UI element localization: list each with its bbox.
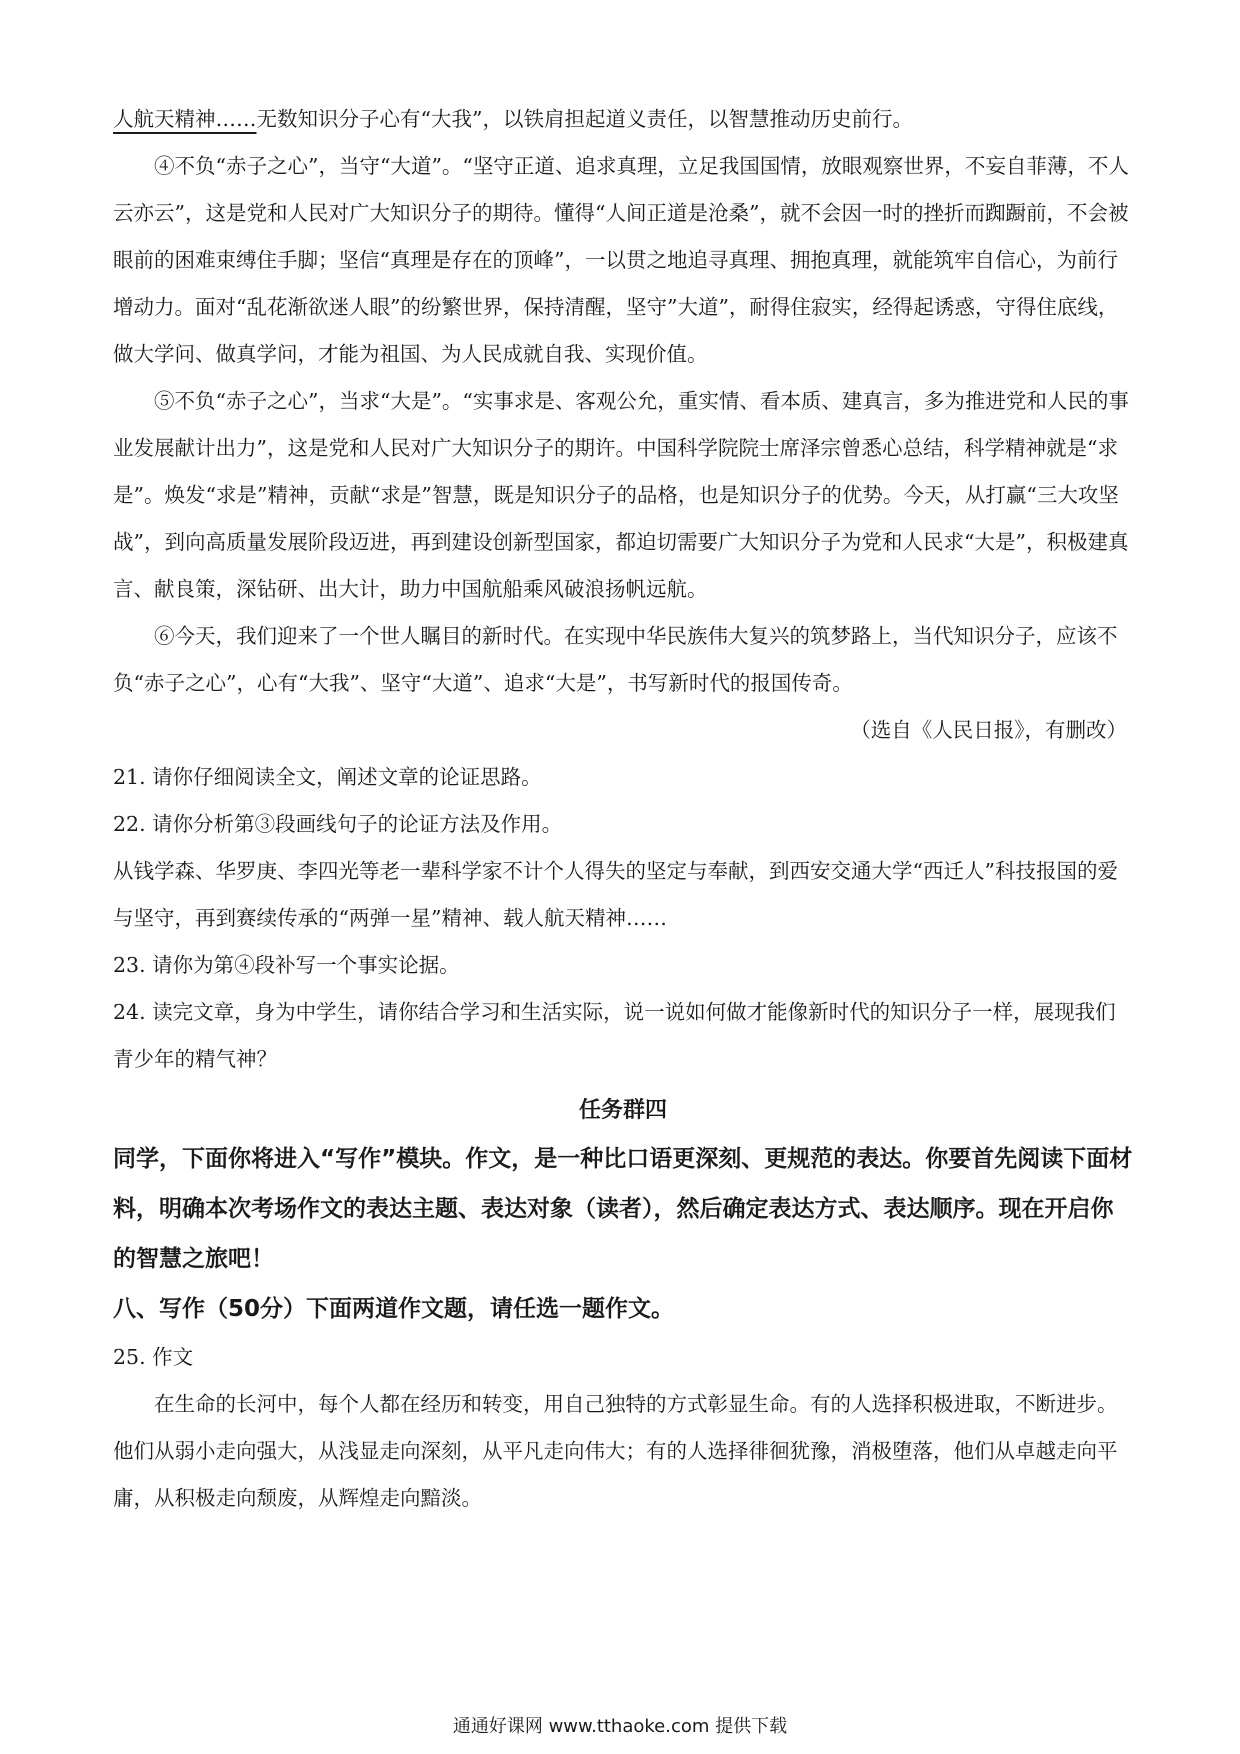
question-24: 24. 读完文章，身为中学生，请你结合学习和生活实际，说一说如何做才能像新时代的知识分子一样，展现我们青少年的精气神？ [113, 1000, 1116, 1071]
page-content [113, 96, 1133, 1522]
question-25-material: 在生命的长河中，每个人都在经历和转变，用自己独特的方式彰显生命。有的人选择积极进取，不断进步。他们从弱小走向强大，从浅显走向深刻，从平凡走向伟大；有的人选择徘徊犹豫，消极堕落，他们从卓越走向平庸，从积极走向颓废，从辉煌走向黯淡。 [113, 1392, 1118, 1510]
question-21: 21. 请你仔细阅读全文，阐述文章的论证思路。 [113, 765, 542, 789]
article-source: （选自《人民日报》，有删改） [850, 718, 1127, 742]
article-paragraph-4: ④不负“赤子之心”，当守“大道”。“坚守正道、追求真理，立足我国国情，放眼观察世界，不妄自菲薄，不人云亦云”，这是党和人民对广大知识分子的期待。懂得“人间正道是沧桑”，就不会因一时的挫折而踟蹰前，不会被眼前的困难束缚住手脚；坚信“真理是存在的顶峰”，一以贯之地追寻真理、拥抱真理，就能筑牢自信心，为前行增动力。面对“乱花渐欲迷人眼”的纷繁世界，保持清醒，坚守”大道”，耐得住寂实，经得起诱惑，守得住底线，做大学问、做真学问，才能为祖国、为人民成就自我、实现价值。 [113, 154, 1129, 366]
article-paragraph-6: ⑥今天，我们迎来了一个世人瞩目的新时代。在实现中华民族伟大复兴的筑梦路上，当代知识分子，应该不负“赤子之心”，心有“大我”、坚守“大道”、追求“大是”，书写新时代的报国传奇。 [113, 624, 1118, 695]
article-paragraph-5: ⑤不负“赤子之心”，当求“大是”。“实事求是、客观公允，重实情、看本质、建真言，多为推进党和人民的事业发展献计出力”，这是党和人民对广大知识分子的期许。中国科学院院士席泽宗曾悉心总结，科学精神就是“求是”。焕发“求是”精神，贡献“求是”智慧，既是知识分子的品格，也是知识分子的优势。今天，从打赢“三大攻坚战”，到向高质量发展阶段迈进，再到建设创新型国家，都迫切需要广大知识分子为党和人民求“大是”，积极建真言、献良策，深钻研、出大计，助力中国航船乘风破浪扬帆远航。 [113, 389, 1129, 601]
question-23: 23. 请你为第④段补写一个事实论据。 [113, 953, 460, 977]
task-group-title: 任务群四 [578, 1097, 667, 1123]
article-paragraph-3-tail: 人航天精神……无数知识分子心有“大我”，以铁肩担起道义责任，以智慧推动历史前行。 [113, 107, 913, 131]
question-22-quote: 从钱学森、华罗庚、李四光等老一辈科学家不计个人得失的坚定与奉献，到西安交通大学“西迁人”科技报国的爱与坚守，再到赛续传承的“两弹一星”精神、载人航天精神…… [113, 859, 1118, 930]
underlined-sentence: 人航天精神…… [113, 107, 257, 131]
page-footer: 通通好课网 www.tthaoke.com 提供下载 [452, 1716, 788, 1737]
question-25-label: 25. 作文 [113, 1345, 194, 1369]
task-group-intro: 同学，下面你将进入“写作”模块。作文，是一种比口语更深刻、更规范的表达。你要首先阅读下面材料，明确本次考场作文的表达主题、表达对象（读者），然后确定表达方式、表达顺序。现在开启你的智慧之旅吧！ [113, 1146, 1133, 1272]
question-22: 22. 请你分析第③段画线句子的论证方法及作用。 [113, 812, 563, 836]
writing-section-title: 八、写作（50分）下面两道作文题，请任选一题作文。 [113, 1296, 675, 1322]
